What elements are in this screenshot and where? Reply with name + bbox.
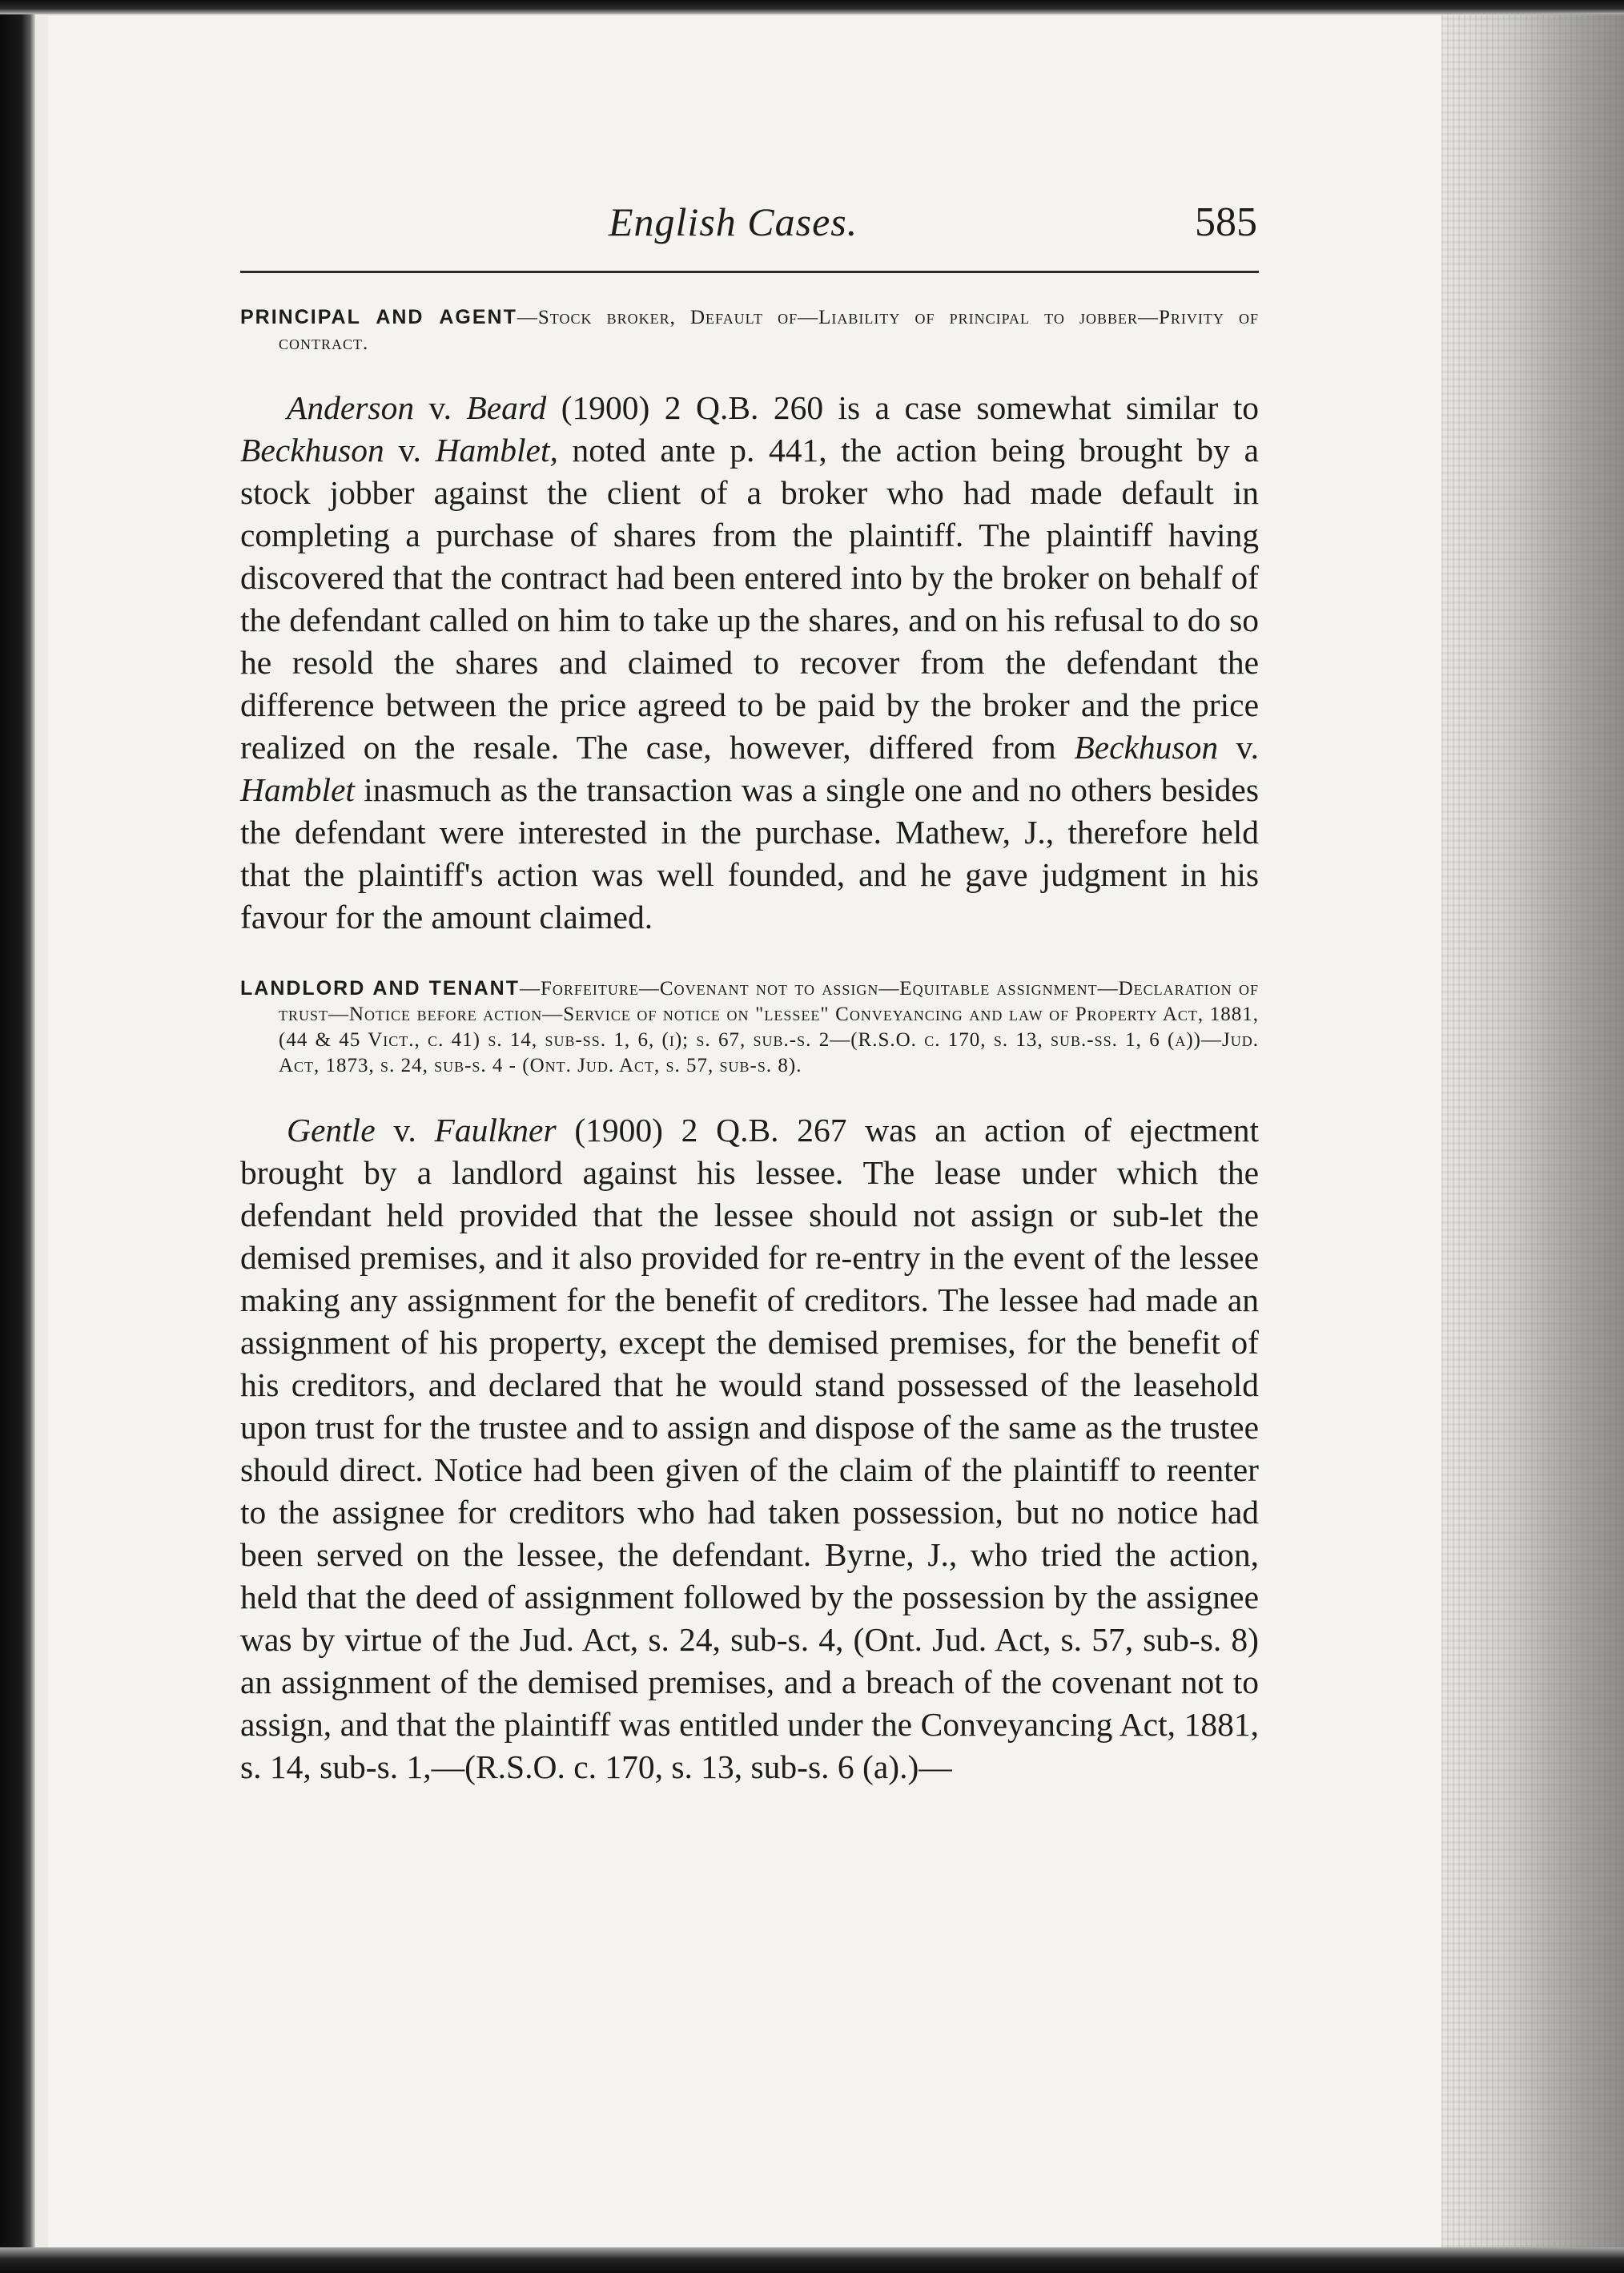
- paragraph-text: inasmuch as the transaction was a single one and no others besides the defendant were interested in the purchase. Mathew, J., therefore held that the plaintiff's action was well founded, and he gave judgment in his favour for the amount claimed.: [240, 771, 1259, 935]
- heading-lead: PRINCIPAL AND AGENT: [240, 306, 517, 328]
- header-rule: [240, 271, 1259, 273]
- paragraph-text: (1900) 2 Q.B. 267 was an action of ejectment brought by a landlord against his lessee. The lease under which the defendant held provided that the lessee should not assign or sub-let the demised premises, and it also provided for re-entry in the event of the lessee making any assignment for the benefit of creditors. The lessee had made an assignment of his property, except the demised premises, for the benefit of his creditors, and declared that he would stand possessed of the leasehold upon trust for the trustee and to assign and dispose of the same as the trustee should direct. Notice had been given of the claim of the plaintiff to reenter to the assignee for creditors who had taken possession, but no notice had been served on the lessee, the defendant. Byrne, J., who tried the action, held that the deed of assignment followed by the possession by the assignee was by virtue of the Jud. Act, s. 24, sub-s. 4, (Ont. Jud. Act, s. 57, sub-s. 8) an assignment of the demised premises, and a breach of the covenant not to assign, and that the plaintiff was entitled under the Conveyancing Act, 1881, s. 14, sub-s. 1,—(R.S.O. c. 170, s. 13, sub-s. 6 (a).)—: [240, 1112, 1259, 1785]
- page-number: 585: [1195, 199, 1257, 245]
- scan-bottom-edge: [0, 2247, 1624, 2273]
- section-heading-principal-agent: [240, 304, 1259, 356]
- case-name: Anderson: [287, 389, 415, 426]
- scan-top-edge: [0, 0, 1624, 14]
- paragraph-text: noted ante p. 441, the action being brought by a stock jobber against the client of a broker who had made default in completing a purchase of shares from the plaintiff. The plaintiff having discovered that the contract had been entered into by the broker on behalf of the defendant called on him to take up the shares, and on his refusal to do so he resold the shares and claimed to recover from the defendant the difference between the price agreed to be paid by the broker and the price realized on the resale. The case, however, differed from: [240, 432, 1260, 766]
- section-heading-landlord-tenant: [240, 976, 1259, 1079]
- case-name: Hamblet: [240, 771, 355, 808]
- running-head: English Cases.: [609, 199, 858, 244]
- scan-right-edge: [1441, 14, 1624, 2247]
- case-versus: v.: [375, 1112, 435, 1149]
- case-name: Beard: [466, 389, 547, 426]
- case-versus: v.: [414, 389, 467, 426]
- scan-left-edge: [0, 0, 35, 2273]
- case-name: Beckhuson: [240, 432, 384, 469]
- case-name: Beckhuson: [1074, 729, 1219, 766]
- case-versus: v.: [1218, 729, 1259, 766]
- case-name: Gentle: [287, 1112, 376, 1149]
- heading-rest: —Forfeiture—Covenant not to assign—Equitable assignment—Declaration of trust—Notice before action—Service of notice on "lessee" Conveyancing and law of Property Act, 1881, (44 & 45 Vict., c. 41) s. 14, sub-ss. 1, 6, (i); s. 67, sub.-s. 2—(R.S.O. c. 170, s. 13, sub.-ss. 1, 6 (a))—Jud. Act, 1873, s. 24, sub-s. 4 - (Ont. Jud. Act, s. 57, sub-s. 8).: [279, 978, 1259, 1076]
- heading-rest: —Stock broker, Default of—Liability of principal to jobber—Privity of contract.: [279, 307, 1259, 354]
- page-content: [240, 304, 1259, 1825]
- paragraph-anderson-v-beard: [240, 387, 1259, 939]
- page-header: [240, 199, 1257, 263]
- paragraph-text: (1900) 2 Q.B. 260 is a case somewhat similar to: [546, 389, 1260, 426]
- case-versus: v.: [384, 432, 436, 469]
- case-name: Faulkner: [434, 1112, 557, 1149]
- case-name: Hamblet,: [435, 432, 558, 469]
- heading-lead: LANDLORD AND TENANT: [240, 977, 521, 1000]
- paragraph-gentle-v-faulkner: [240, 1109, 1259, 1788]
